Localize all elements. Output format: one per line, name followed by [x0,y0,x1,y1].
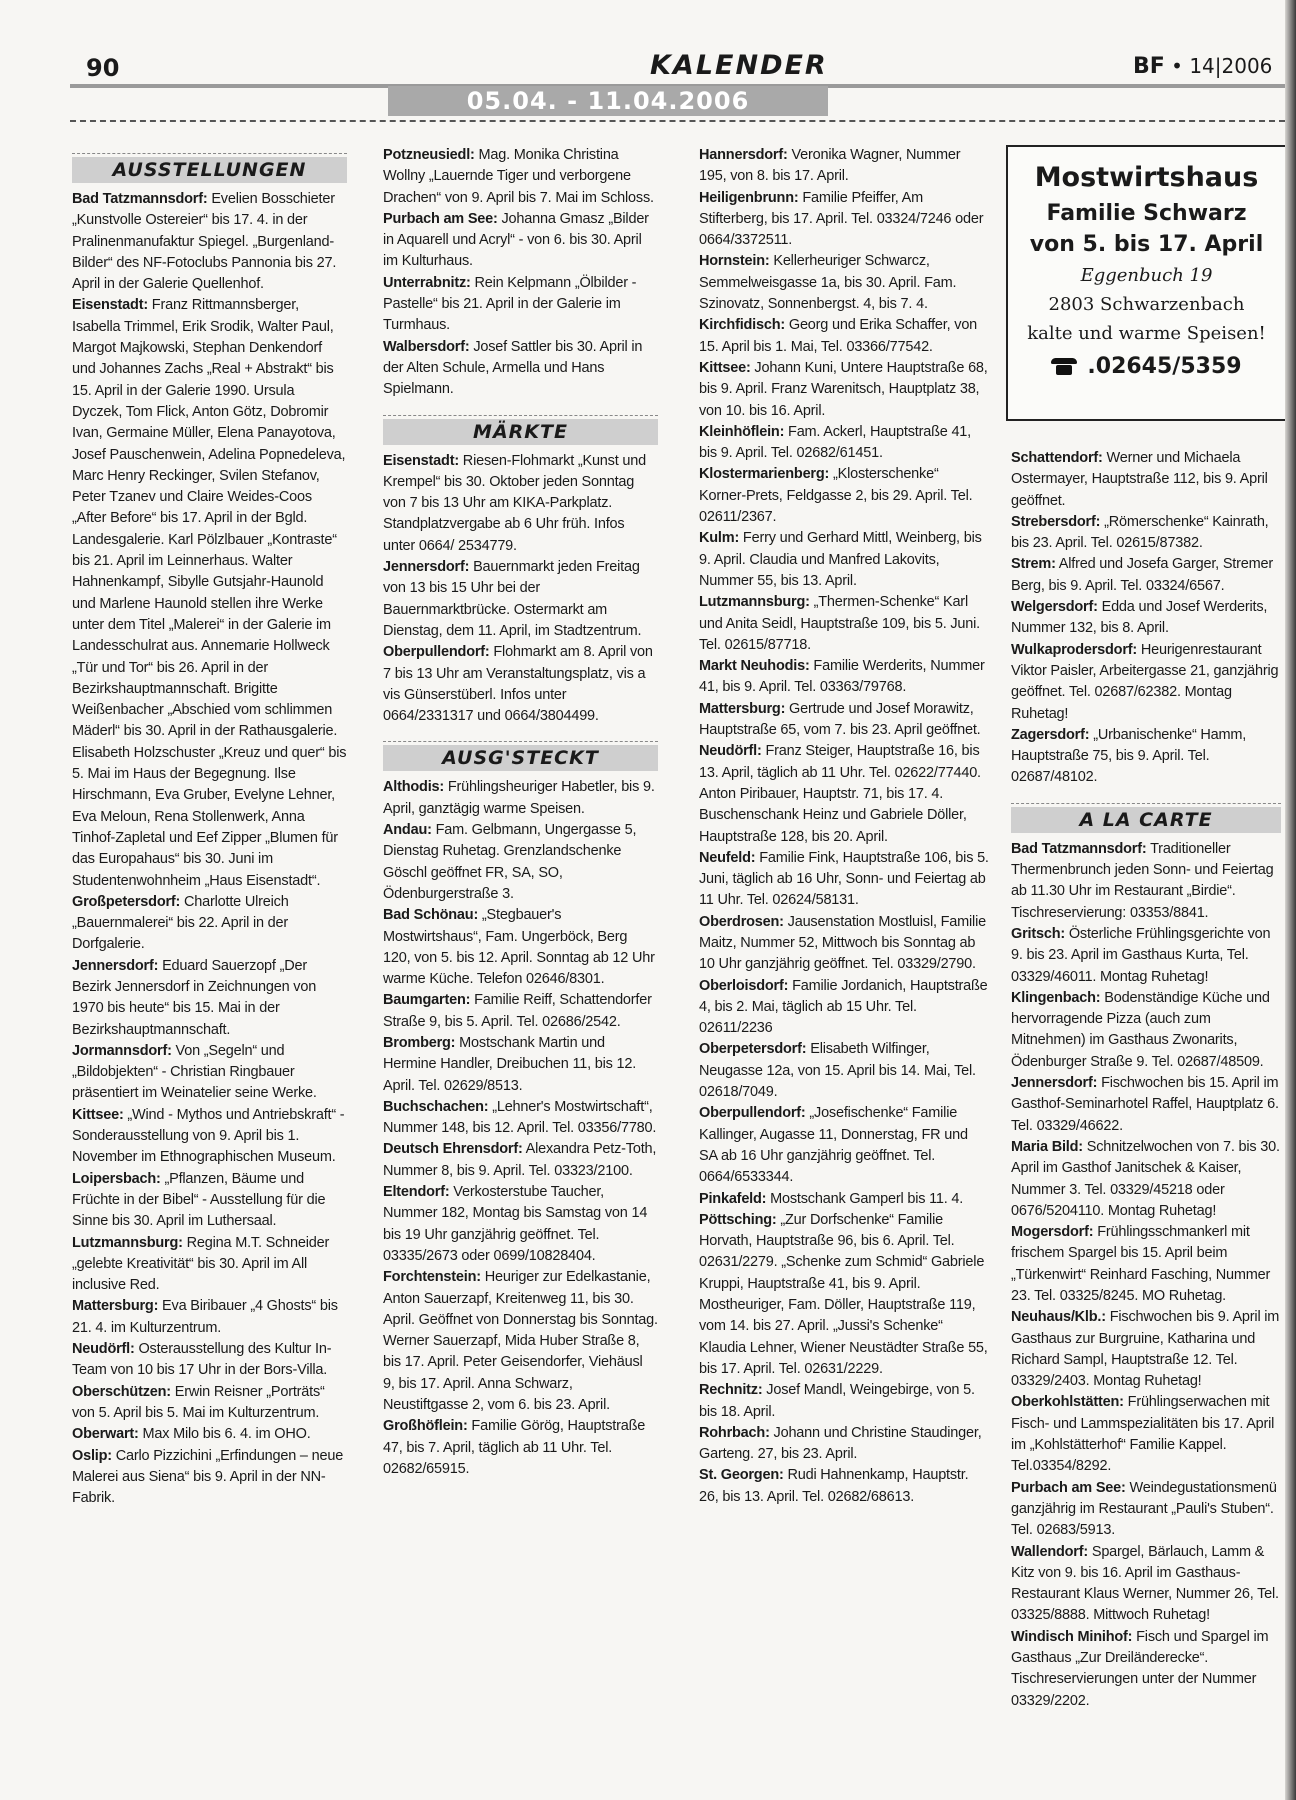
listing-text: Johann und Christine Staudinger, Garteng. 27, bis 23. April. [699,1424,982,1463]
listing-entry [383,557,658,642]
listing-place: Klingenbach: [1011,989,1101,1006]
listing-place: Jennersdorf: [1011,1075,1098,1092]
listing-place: Lutzmannsburg: [699,594,810,611]
listing-entry [699,251,989,315]
publication-name: BF [1133,54,1165,79]
listing-place: Pinkafeld: [699,1190,767,1207]
listing-text: Mostschank Martin und Hermine Handler, Dreibuchen 11, bis 12. April. Tel. 02629/8513. [383,1034,637,1094]
listing-entry [1011,640,1281,725]
listing-text: Johann Kuni, Untere Hauptstraße 68, bis 9. April. Franz Warenitsch, Hauptplatz 38, von 10. bis 16. April. [699,359,988,419]
listing-text: Flohmarkt am 8. April von 7 bis 13 Uhr am Veranstaltungsplatz, vis a vis Günserstüberl. Infos unter 0664/2331317 und 0664/3804499. [383,644,653,725]
ad-phone-line [1008,354,1285,379]
listing-entry [699,1423,989,1466]
listing-text: Fam. Ackerl, Hauptstraße 41, bis 9. April. Tel. 02682/61451. [699,423,972,462]
listing-entry [699,592,989,656]
listing-text: Traditioneller Thermenbrunch jeden Sonn- und Feiertag ab 11.30 Uhr im Restaurant „Birdie“. Tischreservierung: 03353/8841. [1011,840,1274,921]
listing-text: Frühlingsheuriger Habetler, bis 9. April, ganztägig warme Speisen. [383,779,655,817]
listing-entry [72,1105,347,1169]
listing-place: Mogersdorf: [1011,1224,1094,1241]
ad-city: 2803 Schwarzenbach [1048,294,1245,315]
listing-entry [699,1465,989,1508]
entry-list [383,451,658,728]
listing-place: Großhöflein: [383,1418,468,1435]
entry-list [699,145,989,1508]
listing-entry [699,145,989,188]
page-number: 90 [86,54,120,82]
listing-text: „Lehner's Mostwirtschaft“, Nummer 148, bis 12. April. Tel. 03356/7780. [383,1098,657,1137]
listing-text: Heuriger zur Edelkastanie, Anton Sauerzapf, Kreitenweg 11, bis 30. April. Geöffnet von Donnerstag bis Sonntag. Werner Sauerzapf, Mida Huber Straße 8, bis 17. April. Peter Geisendorfer, Viehäusl 9, bis 17. April. Anna Schwarz, Neustiftgasse 2, vom 6. bis 23. April. [383,1269,658,1414]
listing-text: Edda und Josef Werderits, Nummer 132, bis 8. April. [1011,599,1268,637]
ad-dates: von 5. bis 17. April [1029,232,1264,257]
listing-place: Mattersburg: [72,1298,159,1315]
listing-entry [699,422,989,465]
listing-text: Alfred und Josefa Garger, Stremer Berg, bis 9. April. Tel. 03324/6567. [1011,556,1273,594]
listing-place: Eisenstadt: [72,297,148,314]
section-header-ausgsteckt [383,733,658,773]
listing-place: Loipersbach: [72,1170,161,1187]
listing-text: Josef Sattler bis 30. April in der Alten Schule, Armella und Hans Spielmann. [383,338,643,398]
listing-place: Neuhaus/Klb.: [1011,1309,1106,1326]
listing-entry [383,1182,658,1267]
listing-text: „Thermen-Schenke“ Karl und Anita Seidl, Hauptstraße 109, bis 5. Juni. Tel. 02615/87718. [699,594,980,653]
listing-place: Hornstein: [699,253,770,270]
listing-text: „Klosterschenke“ Korner-Prets, Feldgasse 2, bis 29. April. Tel. 02611/2367. [699,466,973,526]
listing-text: „Zur Dorfschenke“ Familie Horvath, Hauptstraße 96, bis 6. April. Tel. 02631/2279. „Schenke zum Schmid“ Gabriele Kruppi, Hauptstraße 41, bis 9. April. Mostheuriger, Fam. Döller, Hauptstraße 119, vom 14. bis 27. April. „Jussi's Schenke“ Klaudia Lehner, Wiener Neustädter Straße 55, bis 17. April. Tel. 02631/2229. [699,1211,988,1377]
listing-place: Strem: [1011,556,1056,573]
listing-entry [1011,554,1281,597]
issue-number: 14|2006 [1189,54,1273,78]
listing-entry [383,1416,658,1480]
listing-text: Fam. Gelbmann, Ungergasse 5, Dienstag Ruhetag. Grenzlandschenke Göschl geöffnet FR, SA, SO, Ödenburgerstraße 3. [383,822,637,902]
listing-place: Strebersdorf: [1011,513,1101,530]
listing-place: Klostermarienberg: [699,466,830,483]
listing-entry [1011,924,1281,988]
listing-place: Oberpetersdorf: [699,1041,807,1058]
entry-list [72,189,347,1509]
listing-text: Ferry und Gerhard Mittl, Weinberg, bis 9. April. Claudia und Manfred Lakovits, Nummer 55, bis 13. April. [699,530,982,589]
listing-text: Regina M.T. Schneider „gelebte Kreativität“ bis 30. April im All inclusive Red. [72,1234,330,1294]
listing-place: Bromberg: [383,1034,456,1051]
listing-entry [383,1097,658,1140]
listing-entry [1011,1222,1281,1307]
listing-entry [699,1210,989,1380]
listing-entry [383,273,658,337]
listing-entry [1011,512,1281,555]
listing-entry [383,905,658,990]
entry-list [383,145,658,401]
listing-entry [1011,839,1281,924]
listing-entry [1011,1137,1281,1222]
section-label: AUSSTELLUNGEN [72,157,347,183]
listing-place: Jennersdorf: [72,957,159,974]
listing-text: Familie Fink, Hauptstraße 106, bis 5. Juni, täglich ab 16 Uhr, Sonn- und Feiertag ab 11 Uhr. Tel. 02624/58131. [699,849,989,909]
listing-text: Fischwochen bis 9. April im Gasthaus zur Burgruine, Katharina und Richard Sampl, Hauptstraße 12. Tel. 03329/2403. Montag Ruhetag! [1011,1309,1280,1390]
listing-place: Eisenstadt: [383,452,459,469]
listing-entry [699,358,989,422]
listing-text: Von „Segeln“ und „Bildobjekten“ - Christian Ringbauer präsentiert im Weinatelier seine Werke. [72,1042,317,1102]
listing-text: Mostschank Gamperl bis 11. 4. [766,1190,964,1207]
listing-text: Jausenstation Mostluisl, Familie Maitz, Nummer 52, Mittwoch bis Sonntag ab 10 Uhr ganzjährig geöffnet. Tel. 03329/2790. [699,913,986,973]
listing-place: St. Georgen: [699,1467,784,1484]
listing-text: Max Milo bis 6. 4. im OHO. [138,1426,311,1443]
listing-text: Riesen-Flohmarkt „Kunst und Krempel“ bis 30. Oktober jeden Sonntag von 7 bis 13 Uhr am KIKA-Parkplatz. Standplatzvergabe ab 6 Uhr früh. Infos unter 0664/ 2534779. [383,452,646,554]
listing-place: Oberkohlstätten: [1011,1394,1124,1411]
ad-phone: .02645/5359 [1087,354,1242,379]
listing-entry [699,464,989,528]
listing-text: Erwin Reisner „Porträts“ von 5. April bis 5. Mai im Kulturzentrum. [72,1383,325,1421]
listing-place: Kittsee: [699,359,751,376]
section-label: AUSG'STECKT [383,745,658,771]
listing-entry [383,990,658,1033]
listing-place: Hannersdorf: [699,147,788,163]
listing-place: Althodis: [383,779,445,796]
listing-text: Fischwochen bis 15. April im Gasthof-Seminarhotel Raffel, Hauptplatz 6. Tel. 03329/46622. [1011,1075,1279,1134]
listing-entry [383,145,658,209]
listing-text: Familie Görög, Hauptstraße 47, bis 7. April, täglich ab 11 Uhr. Tel. 02682/65915. [383,1418,646,1477]
listing-place: Deutsch Ehrensdorf: [383,1141,523,1158]
listing-text: Werner und Michaela Ostermayer, Hauptstraße 112, bis 9. April geöffnet. [1011,450,1268,509]
page-edge-shadow [1285,0,1296,1800]
listing-place: Purbach am See: [383,210,498,227]
listing-entry [699,848,989,912]
listing-entry [383,1033,658,1097]
listing-place: Oberloisdorf: [699,977,789,994]
listing-entry [72,1233,347,1297]
listing-entry [1011,1478,1281,1542]
listing-text: Gertrude und Josef Morawitz, Hauptstraße 65, vom 7. bis 23. April geöffnet. [699,700,981,739]
section-header-a-la-carte [1011,795,1281,835]
listing-text: „Urbanischenke“ Hamm, Hauptstraße 75, bis 9. April. Tel. 02687/48102. [1011,726,1247,786]
listing-text: „Josefischenke“ Familie Kallinger, Augasse 11, Donnerstag, FR und SA ab 16 Uhr ganzjährig geöffnet. Tel. 0664/6533344. [699,1105,968,1186]
listing-entry [383,209,658,273]
listing-entry [699,976,989,1040]
listing-place: Potzneusiedl: [383,147,475,163]
listing-place: Purbach am See: [1011,1479,1126,1496]
listing-text: Eduard Sauerzopf „Der Bezirk Jennersdorf in Zeichnungen von 1970 bis heute“ bis 15. Mai in der Bezirkshauptmannschaft. [72,957,317,1038]
listing-text: Schnitzelwochen von 7. bis 30. April im Gasthof Janitschek & Kaiser, Nummer 3. Tel. 03329/45218 oder 0676/5204110. Montag Ruhetag! [1011,1138,1280,1219]
listing-text: Kellerheuriger Schwarcz, Semmelweisgasse 1a, bis 30. April. Fam. Szinovatz, Sonnenbergst. 4, bis 7. 4. [699,253,957,313]
listing-place: Mattersburg: [699,700,786,717]
listing-place: Kulm: [699,530,740,547]
listing-entry [699,1189,989,1210]
ad-family: Familie Schwarz [1046,201,1247,226]
listing-place: Jormannsdorf: [72,1042,172,1059]
listing-entry [72,892,347,956]
listing-entry [1011,597,1281,640]
listing-text: Spargel, Bärlauch, Lamm & Kitz von 9. bis 16. April im Gasthaus-Restaurant Klaus Werner, Nummer 26, Tel. 03325/8888. Mittwoch Ruhetag! [1011,1543,1279,1624]
entry-list [383,777,658,1480]
listing-entry [1011,1392,1281,1477]
listing-entry [383,820,658,905]
header-dashed-rule [70,120,1285,122]
listing-place: Bad Tatzmannsdorf: [72,191,208,207]
listing-place: Oberschützen: [72,1383,171,1400]
entry-list [1011,839,1281,1712]
listing-place: Neufeld: [699,849,756,866]
listing-text: Bauernmarkt jeden Freitag von 13 bis 15 Uhr bei der Bauernmarktbrücke. Ostermarkt am Dienstag, dem 11. April, im Stadtzentrum. [383,559,642,639]
listing-text: Heurigenrestaurant Viktor Paisler, Arbeitergasse 21, ganzjährig geöffnet. Tel. 02687/62382. Montag Ruhetag! [1011,641,1279,722]
ad-street: Eggenbuch 19 [1080,265,1213,286]
listing-entry [699,1380,989,1423]
section-label: MÄRKTE [383,419,658,445]
listing-text: Osterausstellung des Kultur In-Team von 10 bis 17 Uhr in der Bors-Villa. [72,1341,332,1379]
listing-entry [699,1039,989,1103]
listing-place: Baumgarten: [383,992,471,1009]
listing-place: Oberpullendorf: [699,1105,806,1122]
listing-entry [383,337,658,401]
listing-text: Mag. Monika Christina Wollny „Lauernde Tiger und verborgene Drachen“ von 9. April bis 7. Mai im Schloss. [383,147,654,206]
listing-place: Kirchfidisch: [699,317,786,334]
listing-entry [699,1103,989,1188]
date-range: 05.04. - 11.04.2006 [388,86,828,116]
listing-place: Lutzmannsburg: [72,1234,183,1251]
listing-place: Windisch Minihof: [1011,1628,1133,1645]
telephone-icon [1051,358,1077,376]
listing-place: Schattendorf: [1011,450,1103,466]
listing-text: Eva Biribauer „4 Ghosts“ bis 21. 4. im Kulturzentrum. [72,1298,338,1336]
listing-text: „Stegbauer's Mostwirtshaus“, Fam. Ungerböck, Berg 120, von 5. bis 12. April. Sonntag ab 12 Uhr warme Küche. Telefon 02646/8301. [383,907,655,988]
listing-entry [699,528,989,592]
column-3 [699,145,989,1508]
listing-text: Familie Werderits, Nummer 41, bis 9. April. Tel. 03363/79768. [699,658,985,696]
listing-text: „Pflanzen, Bäume und Früchte in der Bibel“ - Ausstellung für die Sinne bis 30. April im Luthersaal. [72,1170,326,1230]
listing-entry [1011,448,1281,512]
listing-entry [699,315,989,358]
listing-place: Maria Bild: [1011,1138,1083,1155]
listing-entry [1011,988,1281,1073]
listing-entry [1011,1307,1281,1392]
listing-text: „Wind - Mythos und Antriebskraft“ - Sonderausstellung von 9. April bis 1. November im Ethnographischen Museum. [72,1106,345,1166]
listing-entry [72,1339,347,1382]
listing-place: Oberdrosen: [699,913,784,930]
listing-entry [383,1139,658,1182]
listing-place: Buchschachen: [383,1098,489,1115]
listing-entry [383,642,658,727]
listing-text: Charlotte Ulreich „Bauernmalerei“ bis 22. April in der Dorfgalerie. [72,893,289,953]
listing-text: Franz Steiger, Hauptstraße 16, bis 13. April, täglich ab 11 Uhr. Tel. 02622/77440. Anton Piribauer, Hauptstr. 71, bis 17. 4. Buschenschank Heinz und Gabriele Döller, Hauptstraße 128, bis 20. April. [699,743,981,845]
listing-entry [1011,1073,1281,1137]
ad-food: kalte und warme Speisen! [1027,323,1266,344]
listing-text: Georg und Erika Schaffer, von 15. April bis 1. Mai, Tel. 03366/77542. [699,317,978,355]
listing-text: Bodenständige Küche und hervorragende Pizza (auch zum Mitnehmen) im Gasthaus Zwonarits, Ödenburger Straße 9. Tel. 02687/48509. [1011,989,1270,1070]
listing-entry [1011,725,1281,789]
listing-place: Wulkaprodersdorf: [1011,641,1138,658]
listing-entry [699,912,989,976]
section-header-maerkte [383,407,658,447]
listing-text: „Römerschenke“ Kainrath, bis 23. April. Tel. 02615/87382. [1011,513,1269,552]
listing-place: Bad Tatzmannsdorf: [1011,840,1147,857]
listing-place: Forchtenstein: [383,1269,481,1286]
section-title: KALENDER [650,50,828,81]
listing-entry [699,741,989,847]
listing-entry [72,1169,347,1233]
listing-place: Pöttsching: [699,1211,777,1228]
section-header-ausstellungen [72,145,347,185]
listing-place: Bad Schönau: [383,907,479,924]
listing-place: Gritsch: [1011,925,1065,942]
listing-place: Kittsee: [72,1106,124,1123]
listing-entry [72,189,347,295]
listing-place: Walbersdorf: [383,338,470,355]
listing-text: Veronika Wagner, Nummer 195, von 8. bis 17. April. [699,147,961,185]
listing-text: Carlo Pizzichini „Erfindungen – neue Malerei aus Siena“ bis 9. April in der NN-Fabrik. [72,1447,344,1507]
listing-entry [699,188,989,252]
listing-text: Josef Mandl, Weingebirge, von 5. bis 18. April. [699,1382,975,1420]
entry-list [1011,448,1281,789]
listing-text: Österliche Frühlingsgerichte von 9. bis 23. April im Gasthaus Kurta, Tel. 03329/46011. Montag Ruhetag! [1011,925,1271,985]
listing-place: Markt Neuhodis: [699,658,810,675]
listing-place: Oberpullendorf: [383,644,490,661]
listing-text: Familie Pfeiffer, Am Stifterberg, bis 17. April. Tel. 03324/7246 oder 0664/3372511. [699,189,984,249]
listing-place: Großpetersdorf: [72,893,181,910]
listing-entry [699,656,989,699]
listing-place: Wallendorf: [1011,1543,1089,1560]
listing-entry [383,777,658,820]
listing-entry [72,1446,347,1510]
listing-text: Alexandra Petz-Toth, Nummer 8, bis 9. April. Tel. 03323/2100. [383,1141,657,1179]
listing-place: Oslip: [72,1447,112,1464]
column-1 [72,145,347,1509]
listing-place: Unterrabnitz: [383,274,471,291]
column-4 [1011,448,1281,1712]
mostwirtshaus-advertisement [1006,145,1287,421]
publication-issue: BF • 14|2006 [1133,54,1273,79]
listing-place: Rechnitz: [699,1382,763,1399]
listing-entry [72,1424,347,1445]
listing-place: Heiligenbrunn: [699,189,799,206]
listing-entry [72,956,347,1041]
listing-place: Jennersdorf: [383,559,470,576]
listing-place: Welgersdorf: [1011,599,1098,616]
listing-text: Evelien Bosschieter „Kunstvolle Ostereier“ bis 17. 4. in der Pralinenmanufaktur Spiegel. „Burgenland-Bilder“ des NF-Fotoclubs Pannonia bis 27. April in der Galerie Quellenhof. [72,191,337,293]
listing-entry [72,295,347,891]
section-label: A LA CARTE [1011,807,1281,833]
listing-text: Franz Rittmannsberger, Isabella Trimmel, Erik Srodik, Walter Paul, Margot Majkowski, Stephan Denkendorf und Johannes Zachs „Real + Abstrakt“ bis 15. April in der Galerie 1990. Ursula Dyczek, Tom Flick, Anton Götz, Dobromir Ivan, Germaine Müller, Elena Panayotova, Josef Pauschenwein, Adelina Popnedeleva, Marc Henry Reckinger, Svilen Stefanov, Peter Tzanev und Claire Weides-Coos „After Before“ bis 17. April in der Bgld. Landesgalerie. Karl Pölzlbauer „Kontraste“ bis 21. April im Leinnerhaus. Walter Hahnenkampf, Sibylle Gutsjahr-Haunold und Marlene Haunold stellen ihre Werke unter dem Titel „Malerei“ in der Galerie im Landesschulrat aus. Annemarie Hollweck „Tür und Tor“ bis 26. April in der Bezirkshauptmannschaft. Brigitte Weißenbacher „Abschied vom schlimmen Mäderl“ bis 30. April in der Rathausgalerie. Elisabeth Holzschuster „Kreuz und quer“ bis 5. Mai im Haus der Begegnung. Ilse Hirschmann, Eva Gruber, Evelyne Lehner, Eva Meloun, Rena Stollenwerk, Anna Tinhof-Zapletal und Eef Zipper „Blumen für das Europahaus“ bis 30. Juni im Studentenwohnheim „Haus Eisenstadt“. [72,297,347,889]
listing-text: Elisabeth Wilfinger, Neugasse 12a, von 15. April bis 14. Mai, Tel. 02618/7049. [699,1041,976,1101]
listing-entry [699,699,989,742]
listing-place: Andau: [383,822,432,839]
listing-entry [1011,1542,1281,1627]
listing-place: Eltendorf: [383,1184,450,1201]
listing-place: Oberwart: [72,1426,139,1443]
listing-text: Fisch und Spargel im Gasthaus „Zur Dreiländerecke“. Tischreservierungen unter der Nummer 03329/2202. [1011,1628,1269,1709]
listing-place: Rohrbach: [699,1424,770,1441]
column-2 [383,145,658,1480]
listing-place: Zagersdorf: [1011,726,1090,743]
listing-text: Verkosterstube Taucher, Nummer 182, Montag bis Samstag von 14 bis 19 Uhr ganzjährig geöffnet. Tel. 03335/2673 oder 0699/10828404. [383,1184,648,1264]
listing-place: Neudörfl: [72,1341,135,1358]
listing-entry [72,1041,347,1105]
listing-text: Rudi Hahnenkamp, Hauptstr. 26, bis 13. April. Tel. 02682/68613. [699,1467,969,1505]
listing-entry [383,1267,658,1416]
listing-entry [383,451,658,557]
listing-entry [72,1382,347,1425]
listing-entry [1011,1627,1281,1712]
listing-text: Familie Reiff, Schattendorfer Straße 9, bis 5. April. Tel. 02686/2542. [383,992,652,1030]
listing-text: Frühlingsschmankerl mit frischem Spargel bis 15. April beim „Türkenwirt“ Reinhard Fasching, Nummer 23. Tel. 03325/8245. MO Ruhetag. [1011,1224,1271,1304]
listing-text: Familie Jordanich, Hauptstraße 4, bis 2. Mai, täglich ab 15 Uhr. Tel. 02611/2236 [699,977,988,1037]
ad-title: Mostwirtshaus [1034,162,1259,193]
listing-entry [72,1296,347,1339]
listing-text: Frühlingserwachen mit Fisch- und Lammspezialitäten bis 17. April im „Kohlstätterhof“ Familie Kappel. Tel.03354/8292. [1011,1394,1275,1475]
listing-place: Neudörfl: [699,743,762,760]
listing-text: Rein Kelpmann „Ölbilder - Pastelle“ bis 21. April in der Galerie im Turmhaus. [383,274,637,334]
listing-text: Weindegustationsmenü ganzjährig im Restaurant „Pauli's Stuben“. Tel. 02683/5913. [1011,1479,1277,1539]
listing-text: Johanna Gmasz „Bilder in Aquarell und Acryl“ - von 6. bis 30. April im Kulturhaus. [383,210,649,270]
listing-place: Kleinhöflein: [699,423,785,440]
